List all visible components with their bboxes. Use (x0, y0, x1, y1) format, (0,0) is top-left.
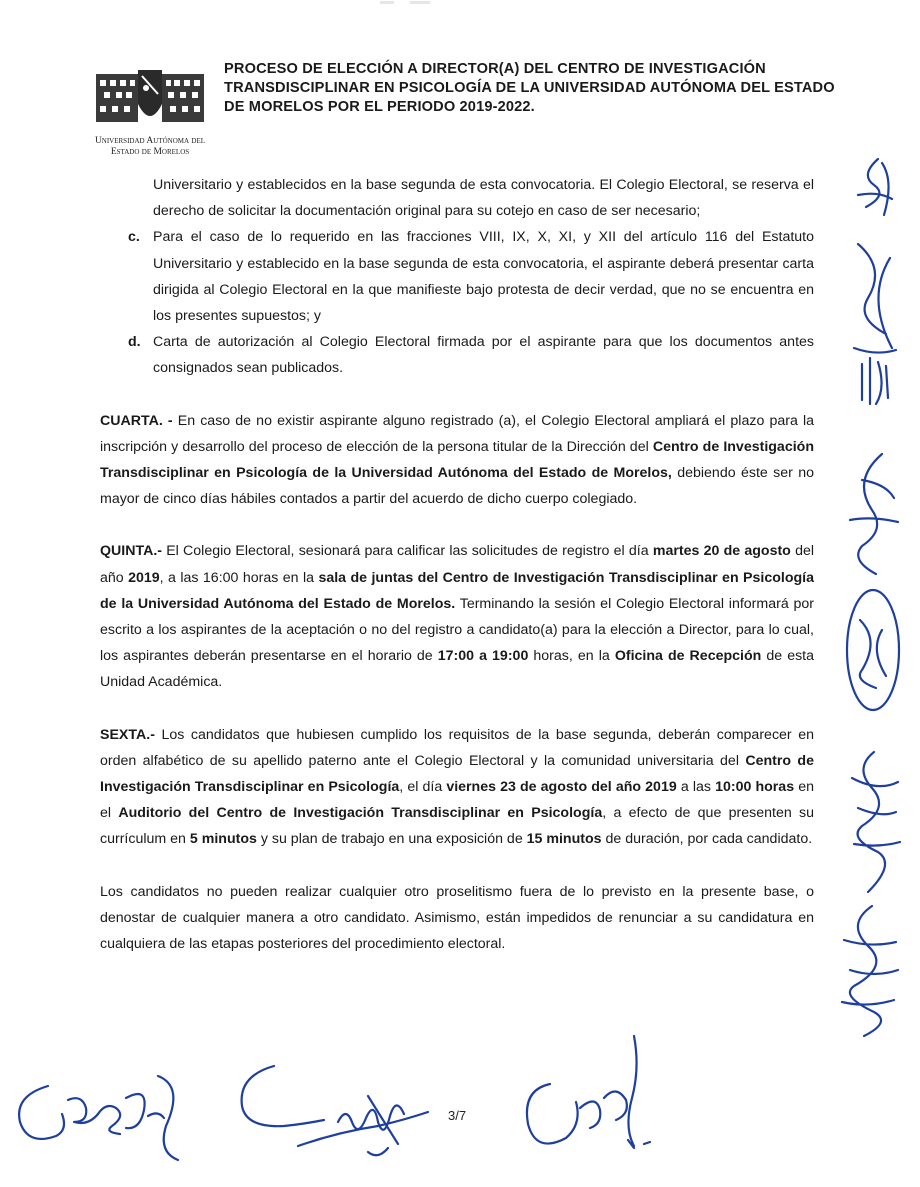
bottom-signature-1 (8, 1056, 198, 1166)
clause-sexta (100, 722, 814, 853)
logo-caption-line-2: Estado de Morelos (110, 147, 190, 157)
clause-text: de duración, por cada candidato. (601, 831, 813, 848)
margin-signature-1 (848, 155, 900, 225)
logo-caption (86, 136, 214, 158)
page-number: 3/7 (448, 1108, 467, 1123)
clause-quinta (100, 538, 814, 695)
clause-text: En caso de no existir aspirante alguno registrado (a), el Colegio Electoral ampliará el plazo para la inscripción y desarrollo del proceso de elección de la persona titular de la Dirección del (100, 412, 814, 455)
clause-bold-text: Centro de Investigación Transdisciplinar en Psicología (100, 752, 814, 796)
clause-text: horas, en la (528, 648, 615, 665)
clause-bold-text: 10:00 horas (715, 779, 795, 796)
clause-cuarta (100, 408, 814, 513)
clause-bold-text: 15 minutos (526, 831, 602, 848)
list-item-letter: c. (128, 229, 140, 246)
list-item (100, 329, 814, 381)
margin-signature-2 (846, 238, 906, 408)
clause-text: Los candidatos que hubiesen cumplido los requisitos de la base segunda, deberán comparecer en orden alfabético de su apellido paterno ante el Colegio Electoral y la comunidad universitaria del (100, 726, 814, 769)
clause-text: en el (100, 779, 814, 822)
margin-signature-4 (840, 580, 906, 720)
clause-text: de esta Unidad Académica. (100, 648, 815, 691)
closing-paragraph: Los candidatos no pueden realizar cualquier otro proselitismo fuera de lo previsto en la presente base, o denostar de cualquier manera a otro candidato. Asimismo, están impedidos de renunciar a su candidatura en cualquiera de las etapas posteriores del procedimiento electoral. (100, 883, 814, 953)
clause-bold-text: Oficina de Recepción (614, 648, 762, 665)
document-header (86, 58, 846, 168)
clause-text: El Colegio Electoral, sesionará para calificar las solicitudes de registro el día (162, 543, 653, 560)
scan-artifact (380, 0, 440, 6)
university-seal-logo (94, 66, 206, 130)
clause-text: Terminando la sesión el Colegio Electoral informará por escrito a los aspirantes de la aceptación o no del registro a candidato(a) para la elección a Director, para lo cual, los aspirantes deberán presentarse en el horario de (100, 595, 814, 665)
clause-bold-text: 2019 (128, 569, 160, 586)
margin-signature-5 (838, 748, 910, 898)
clause-bold-text: viernes 23 de agosto del año 2019 (446, 779, 677, 796)
clause-text: , el día (399, 779, 447, 796)
clause-bold-text: 17:00 a 19:00 (437, 648, 529, 665)
document-body (100, 172, 814, 957)
clause-text: a las (676, 779, 716, 796)
list-item (100, 224, 814, 329)
clause-bold-text: Auditorio del Centro de Investigación Transdisciplinar en Psicología (118, 805, 603, 822)
clause-text: , a efecto de que presenten su currículum en (100, 805, 815, 848)
continuation-paragraph: Universitario y establecidos en la base segunda de esta convocatoria. El Colegio Electoral, se reserva el derecho de solicitar la documentación original para su cotejo en caso de ser necesario; (153, 177, 814, 220)
clause-bold-text: martes 20 de agosto (652, 543, 791, 560)
logo-caption-line-1: Universidad Autónoma del (94, 136, 206, 146)
clause-label: QUINTA.- (100, 543, 162, 560)
clause-bold-text: sala de juntas del Centro de Investigación Transdisciplinar en Psicología de la Universidad Autónoma del Estado de Morelos. (100, 569, 814, 612)
list-item-text: Para el caso de lo requerido en las fracciones VIII, IX, X, XI, y XII del artículo 116 del Estatuto Universitario y establecido en la base segunda de esta convocatoria, el aspirante deberá presentar carta dirigida al Colegio Electoral en la que manifieste bajo protesta de decir verdad, que no se encuentra en los presentes supuestos; y (153, 229, 814, 325)
clause-bold-text: Centro de Investigación Transdisciplinar en Psicología de la Universidad Autónoma del Estado de Morelos, (100, 438, 814, 482)
clause-bold-text: 5 minutos (189, 831, 257, 848)
document-title: PROCESO DE ELECCIÓN A DIRECTOR(A) DEL CENTRO DE INVESTIGACIÓN TRANSDISCIPLINAR EN PSICOLOGÍA DE LA UNIVERSIDAD AUTÓNOMA DEL ESTADO DE MORELOS POR EL PERIODO 2019-2022. (224, 61, 835, 115)
list-item-text: Carta de autorización al Colegio Electoral firmada por el aspirante para que los documentos antes consignados sean publicados. (153, 334, 814, 377)
clause-text: y su plan de trabajo en una exposición de (256, 831, 527, 848)
clause-text: , a las 16:00 horas en la (159, 569, 319, 586)
clause-label: CUARTA. - (100, 412, 173, 429)
bottom-signature-2 (228, 1056, 446, 1166)
list-item-letter: d. (128, 334, 141, 351)
clause-label: SEXTA.- (100, 726, 155, 743)
bottom-signature-3 (516, 1028, 666, 1160)
margin-signature-3 (842, 450, 906, 580)
clause-text: debiendo éste ser no mayor de cinco días hábiles contados a partir del acuerdo de dicho cuerpo colegiado. (100, 465, 814, 508)
margin-signature-6 (832, 900, 908, 1040)
clause-text: del año (100, 543, 815, 586)
